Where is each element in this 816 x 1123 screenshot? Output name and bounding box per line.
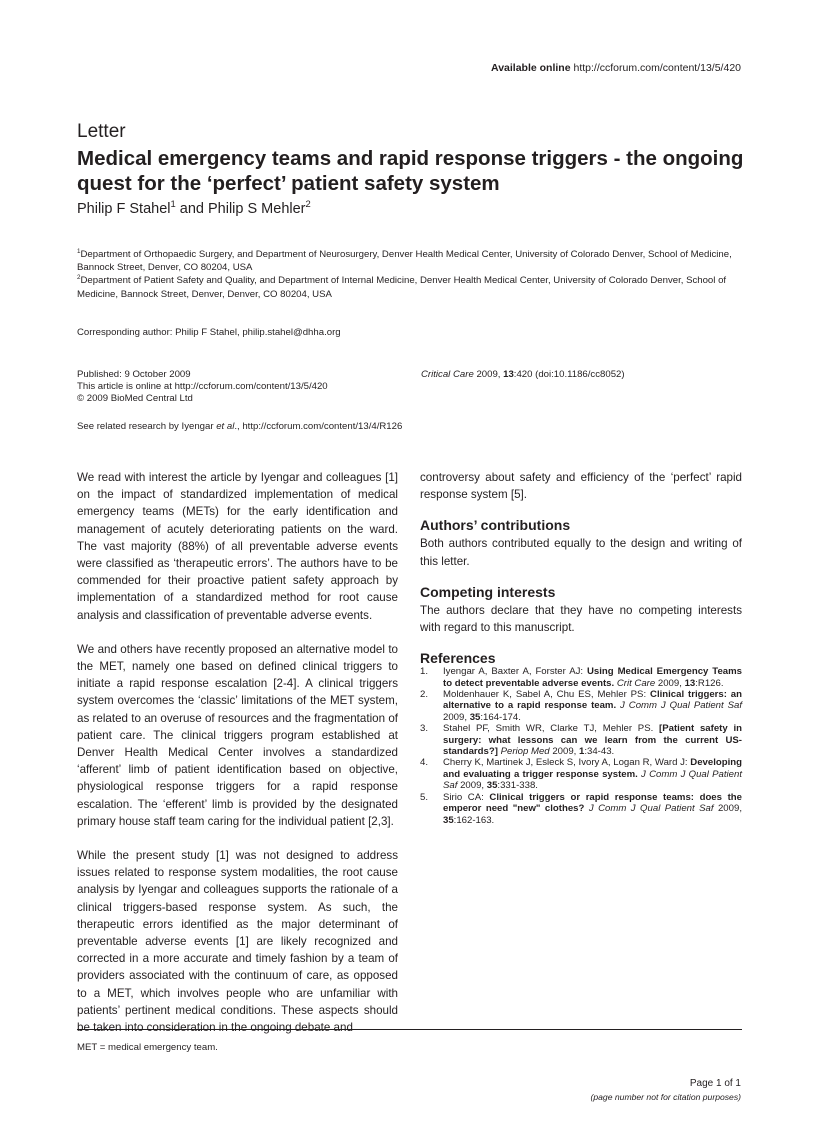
- reference-pages: :34-43.: [584, 746, 615, 758]
- reference-journal: J Comm J Qual Patient Saf: [443, 768, 742, 792]
- contributions-heading: Authors’ contributions: [420, 517, 571, 534]
- reference-journal: Crit Care: [614, 677, 656, 689]
- body-paragraph: We read with interest the article by Iyengar and colleagues [1] on the impact of standardized implementation of medical emergency teams (METs) for the early identification and management of acutely deteriorating patients on the ward. The vast majority (88%) of all preventable adverse events were classified as ‘therapeutic errors’. The authors have to be commended for their proactive patient safety approach by implementation of a standardized method for root cause analysis and classification of preventable adverse events.: [77, 471, 398, 622]
- reference-number: 1.: [420, 666, 429, 678]
- affiliations: [77, 248, 747, 301]
- citation-journal: Critical Care: [421, 369, 474, 380]
- references-heading: References: [420, 650, 496, 667]
- reference-number: 4.: [420, 757, 429, 769]
- reference-volume: 35: [443, 814, 454, 826]
- affiliation-1-text: Department of Orthopaedic Surgery, and Department of Neurosurgery, Denver Health Medical Center, University of Colorado Denver, School of Medicine, Bannock Street, Denver, CO 80204, USA: [77, 249, 732, 274]
- page-number-note: (page number not for citation purposes): [590, 1092, 741, 1102]
- citation-doi: :420 (doi:10.1186/cc8052): [513, 369, 625, 380]
- reference-volume: 1: [579, 746, 585, 758]
- author-conjunction: and: [175, 201, 208, 217]
- author-1: Philip F Stahel: [77, 201, 171, 217]
- reference-item: [420, 666, 742, 689]
- reference-item: [420, 792, 742, 826]
- reference-journal: J Comm J Qual Patient Saf: [616, 700, 742, 712]
- reference-authors: Sirio CA:: [443, 791, 490, 803]
- reference-title: [Patient safety in surgery: what lessons can we learn from the current US-standards?]: [443, 723, 743, 758]
- journal-citation: [421, 369, 625, 380]
- reference-journal: Periop Med: [497, 746, 550, 758]
- online-location: This article is online at http://ccforum.com/content/13/5/420: [77, 381, 328, 392]
- citation-year: 2009,: [473, 369, 504, 380]
- footnote-divider: [77, 1029, 742, 1030]
- affiliation-1-mark: 1: [77, 247, 81, 255]
- affiliation-2-text: Department of Patient Safety and Quality, and Department of Internal Medicine, Denver Health Medical Center, University of Colorado Denver, School of Medicine, Bannock Street, Denver, Denver, CO 80204, USA: [77, 275, 727, 300]
- related-prefix: See related research by Iyengar: [77, 421, 217, 432]
- article-title: Medical emergency teams and rapid response triggers - the ongoing quest for the ‘perfect’ patient safety system: [77, 147, 744, 195]
- body-paragraph: We and others have recently proposed an alternative model to the MET, namely one based on defined clinical triggers to initiate a rapid response escalation [2-4]. A clinical triggers system overcomes the ‘classic’ limitations of the MET system, as related to an overuse of resources and the fragmentation of patient care. The clinical triggers program established at Denver Health Medical Center involves a standardized ‘afferent’ limb of patient identification based on objective, physiological response triggers for a rapid response escalation. The ‘efferent’ limb is provided by the designated primary house staff team caring for the individual patient [2,3].: [77, 642, 398, 828]
- publication-info: [77, 369, 328, 405]
- reference-pages: :R126.: [695, 677, 724, 689]
- related-link[interactable]: ., http://ccforum.com/content/13/4/R126: [234, 421, 403, 432]
- corresponding-author: Corresponding author: Philip F Stahel, philip.stahel@dhha.org: [77, 327, 341, 338]
- reference-volume: 35: [486, 780, 498, 792]
- reference-year: 2009,: [457, 780, 487, 792]
- reference-journal: J Comm J Qual Patient Saf: [584, 803, 714, 815]
- reference-item: [420, 689, 742, 723]
- related-etal: et al: [216, 421, 235, 432]
- body-paragraph: While the present study [1] was not designed to address issues related to response system modalities, the root cause analysis by Iyengar and colleagues supports the rationale of a clinical triggers-based response system. As such, the therapeutic errors identified as the major determinant of preventable adverse events [1] are likely recognized and corrected in a more accurate and timely fashion by a team of providers associated with the continuum of care, as opposed to a MET, which involves people who are unfamiliar with patients’ pertinent medical conditions. These aspects should be taken into consideration in the ongoing debate and: [77, 849, 398, 1035]
- body-paragraph-continued: controversy about safety and efficiency of the ‘perfect’ rapid response system [5].: [420, 471, 742, 502]
- reference-item: [420, 757, 742, 791]
- reference-year: 2009,: [713, 803, 742, 815]
- reference-item: [420, 723, 742, 757]
- related-research: [77, 421, 402, 432]
- reference-number: 2.: [420, 689, 429, 701]
- competing-heading: Competing interests: [420, 583, 556, 600]
- reference-year: 2009,: [549, 746, 579, 758]
- reference-list: [420, 666, 742, 826]
- reference-title: Clinical triggers: an alternative to a rapid response team.: [443, 689, 742, 712]
- availability-line: [491, 62, 741, 74]
- author-list: [77, 198, 311, 217]
- available-label: Available online: [491, 62, 571, 74]
- page-number: Page 1 of 1: [689, 1078, 741, 1089]
- competing-text: The authors declare that they have no competing interests with regard to this manuscript.: [420, 603, 742, 635]
- reference-title: Clinical triggers or rapid response teams: does the emperor need "new" clothes?: [443, 791, 742, 815]
- article-type: Letter: [77, 121, 126, 142]
- reference-authors: Stahel PF, Smith WR, Clarke TJ, Mehler PS.: [443, 723, 660, 735]
- reference-authors: Iyengar A, Baxter A, Forster AJ:: [443, 666, 587, 678]
- reference-volume: 13: [684, 677, 696, 689]
- reference-number: 5.: [420, 791, 429, 803]
- reference-volume: 35: [469, 711, 481, 723]
- reference-authors: Cherry K, Martinek J, Esleck S, Ivory A, Logan R, Ward J:: [443, 757, 691, 769]
- reference-year: 2009,: [655, 677, 685, 689]
- author-2-affiliation-mark: 2: [305, 198, 311, 210]
- reference-title: Developing and evaluating a trigger response system.: [443, 757, 742, 780]
- reference-pages: :164-174.: [480, 711, 521, 723]
- reference-title: Using Medical Emergency Teams to detect preventable adverse events.: [443, 666, 742, 689]
- article-url[interactable]: http://ccforum.com/content/13/5/420: [573, 62, 741, 74]
- citation-volume: 13: [503, 369, 514, 380]
- contributions-text: Both authors contributed equally to the design and writing of this letter.: [420, 537, 742, 568]
- body-left-column: [77, 469, 398, 1053]
- reference-year: 2009,: [443, 711, 470, 723]
- published-date: Published: 9 October 2009: [77, 369, 191, 380]
- reference-pages: :162-163.: [453, 814, 495, 826]
- author-1-affiliation-mark: 1: [170, 198, 176, 210]
- affiliation-2-mark: 2: [77, 274, 81, 282]
- copyright: © 2009 BioMed Central Ltd: [77, 393, 193, 404]
- reference-pages: :331-338.: [497, 780, 538, 792]
- footnote: MET = medical emergency team.: [77, 1042, 218, 1053]
- body-right-column: [420, 469, 742, 826]
- reference-number: 3.: [420, 723, 429, 735]
- reference-authors: Moldenhauer K, Sabel A, Chu ES, Mehler PS:: [443, 689, 651, 701]
- affiliation-2: [77, 274, 747, 300]
- author-2: Philip S Mehler: [207, 201, 306, 217]
- affiliation-1: [77, 248, 747, 274]
